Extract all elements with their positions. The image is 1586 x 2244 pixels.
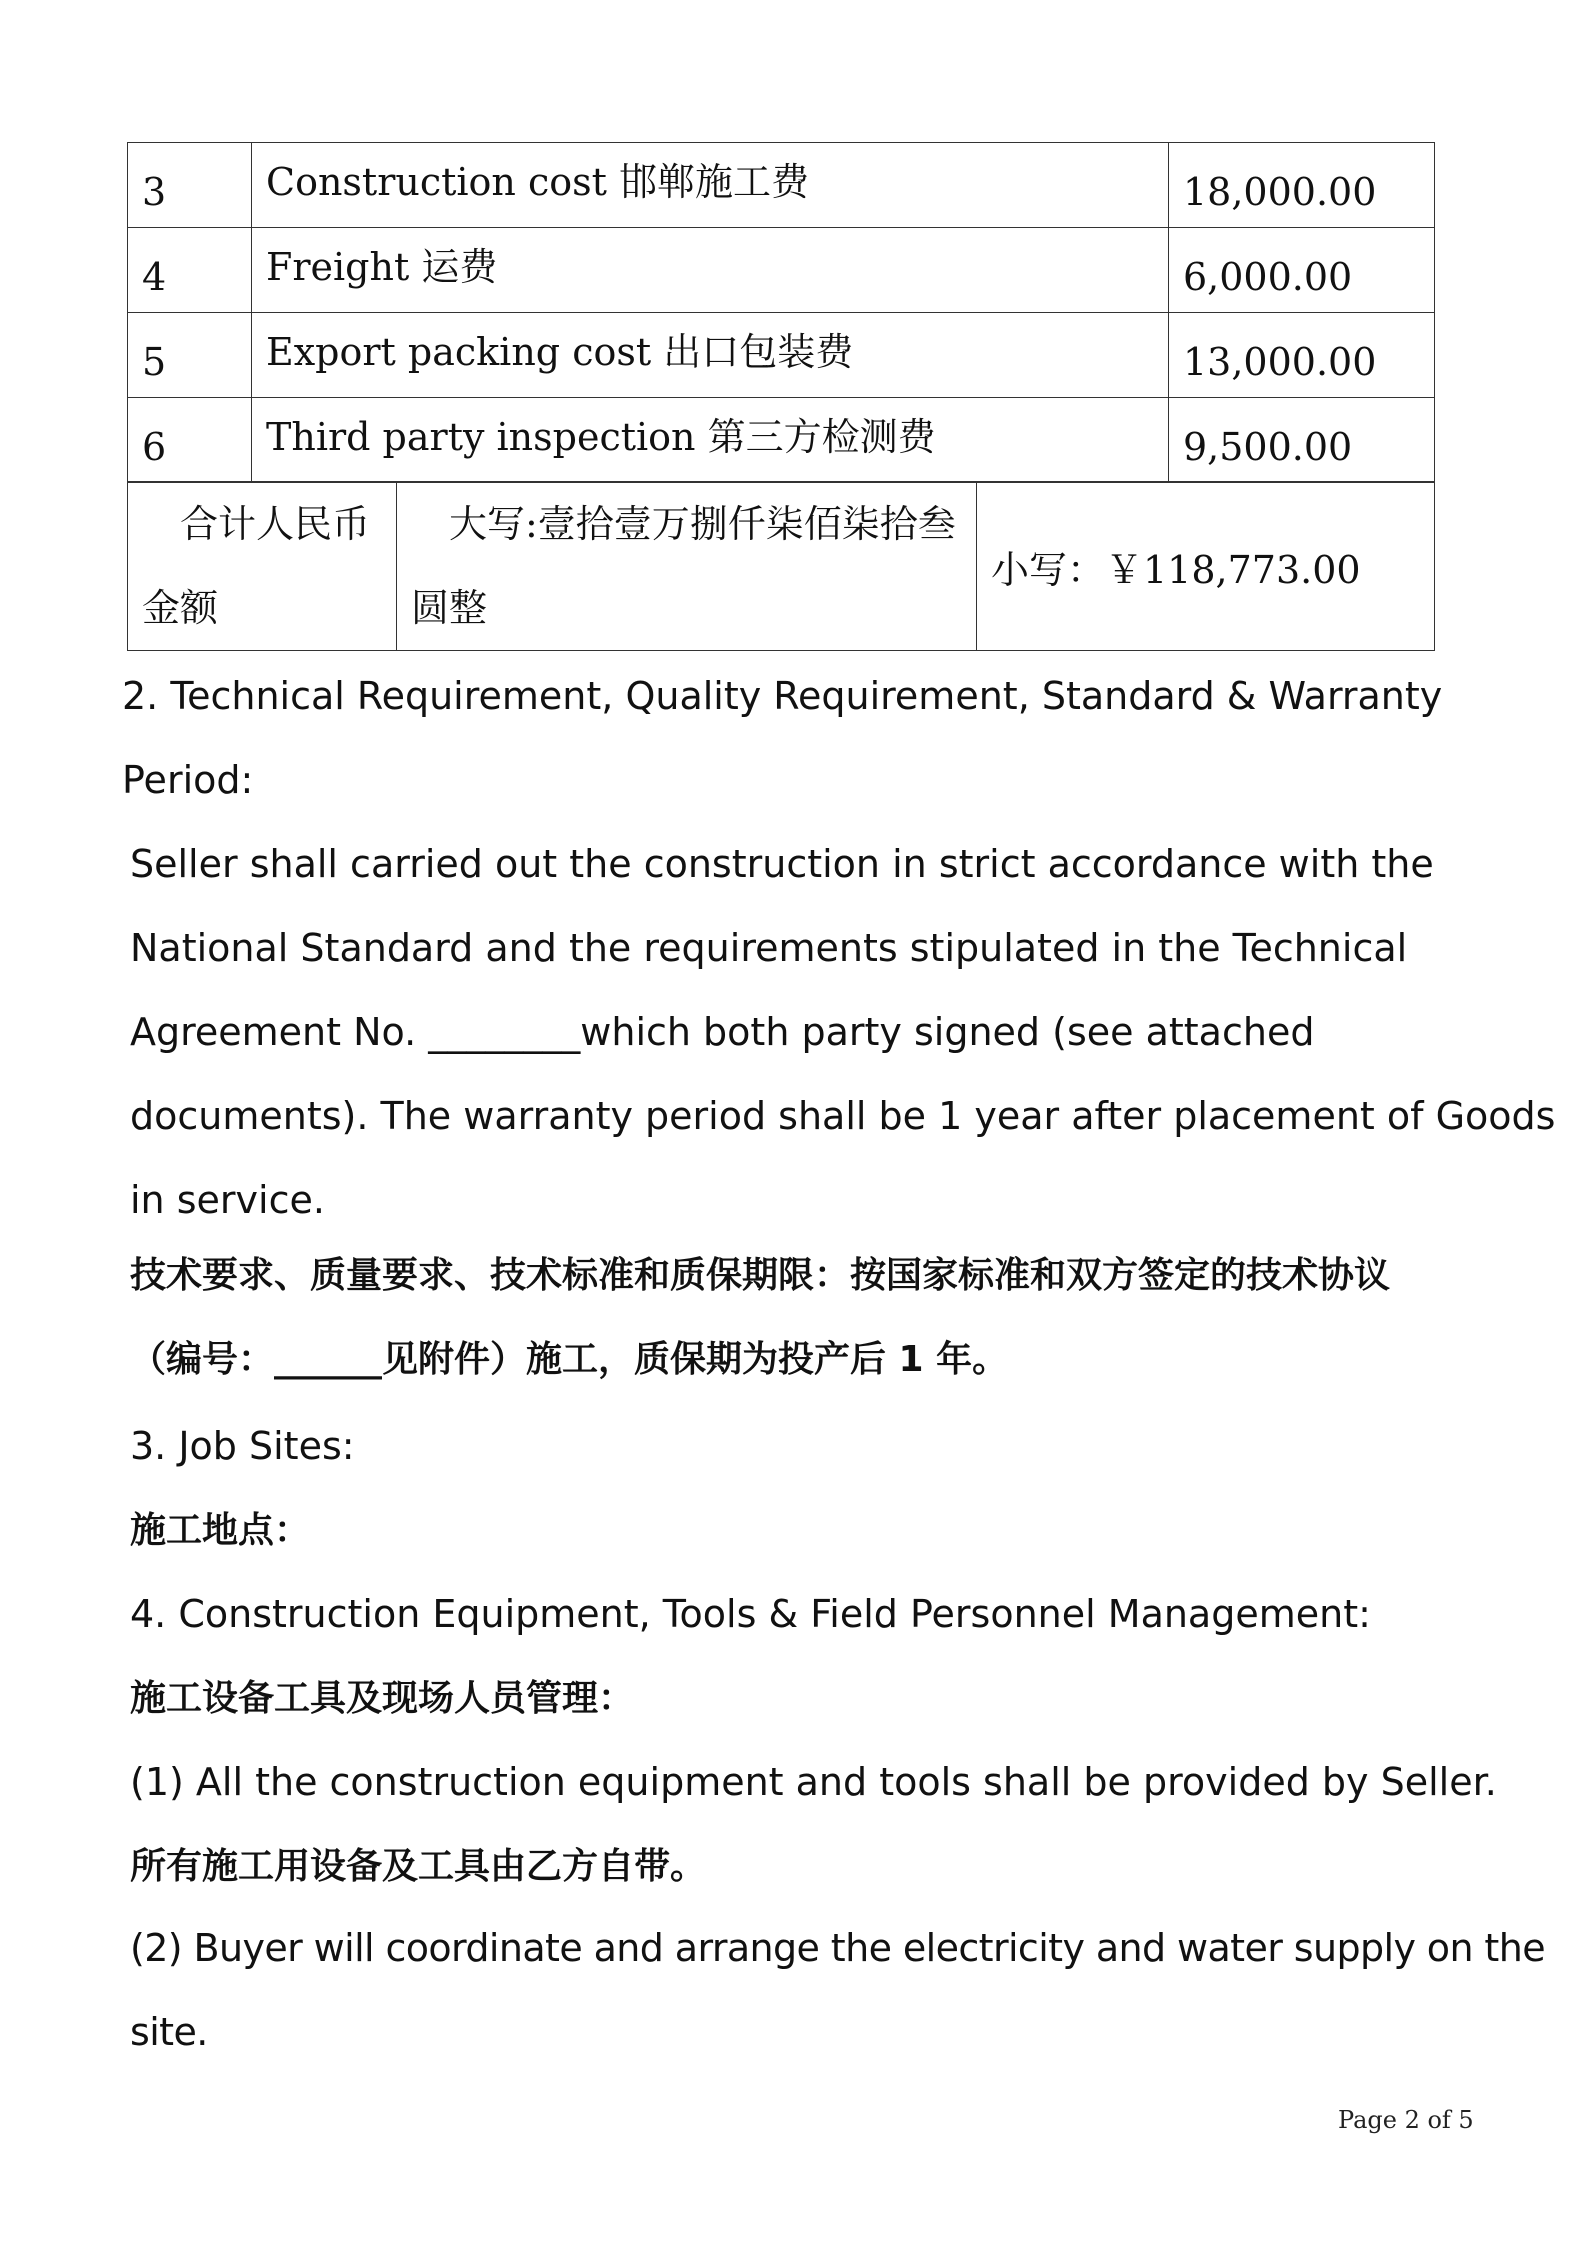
section2-cn [130, 1234, 1390, 1402]
page-number: Page 2 of 5 [1338, 2106, 1474, 2134]
total-in-words-cell [397, 482, 977, 651]
section2-body-line: in service. [130, 1178, 325, 1222]
row-number-cell: 6 [128, 398, 252, 483]
section2-body [130, 822, 1555, 1242]
section4-heading: 4. Construction Equipment, Tools & Field Personnel Management: [130, 1592, 1371, 1636]
total-row [127, 481, 1435, 651]
table-row [128, 313, 1435, 398]
section4-item1: (1) All the construction equipment and tools shall be provided by Seller. [130, 1760, 1497, 1804]
item-name-cell: Freight 运费 [252, 228, 1169, 313]
section4-item2 [130, 1906, 1545, 2074]
section2-body-line: documents). The warranty period shall be 1 year after placement of Goods [130, 1094, 1556, 1138]
table-row [128, 143, 1435, 228]
section2-cn-line1: 技术要求、质量要求、技术标准和质保期限：按国家标准和双方签定的技术协议 [130, 1255, 1391, 1296]
amount-cell: 13,000.00 [1169, 313, 1435, 398]
section4-item2-line1: (2) Buyer will coordinate and arrange the electricity and water supply on the [130, 1926, 1545, 1970]
row-number-cell: 3 [128, 143, 252, 228]
amount-cell: 9,500.00 [1169, 398, 1435, 483]
table-row [128, 228, 1435, 313]
section2-body-line: Agreement No. ________which both party signed (see attached [130, 1010, 1315, 1054]
row-number-cell: 4 [128, 228, 252, 313]
section2-heading-line1: 2. Technical Requirement, Quality Requirement, Standard & Warranty [122, 674, 1443, 718]
total-label-cell [128, 482, 397, 651]
total-in-figures: 小写：￥118,773.00 [977, 482, 1435, 651]
section2-cn-line2: （编号：______见附件）施工，质保期为投产后 1 年。 [130, 1339, 1009, 1380]
section2-body-line: Seller shall carried out the construction in strict accordance with the [130, 842, 1434, 886]
row-number-cell: 5 [128, 313, 252, 398]
amount-cell: 18,000.00 [1169, 143, 1435, 228]
section2-heading [122, 654, 1442, 822]
total-label-line1: 合计人民币 [180, 502, 371, 546]
section3-heading: 3. Job Sites: [130, 1424, 355, 1468]
total-in-words-line2: 圆整 [411, 586, 488, 630]
section4-cn: 施工设备工具及现场人员管理： [130, 1678, 635, 1719]
amount-cell: 6,000.00 [1169, 228, 1435, 313]
price-table [127, 142, 1435, 483]
section4-item2-line2: site. [130, 2010, 208, 2054]
item-name-cell: Construction cost 邯郸施工费 [252, 143, 1169, 228]
section2-heading-line2: Period: [122, 758, 254, 802]
item-name-cell: Export packing cost 出口包装费 [252, 313, 1169, 398]
table-row [128, 398, 1435, 483]
section4-item1-cn: 所有施工用设备及工具由乙方自带。 [130, 1846, 707, 1887]
section2-body-line: National Standard and the requirements stipulated in the Technical [130, 926, 1408, 970]
total-in-words-line1: 大写:壹拾壹万捌仟柒佰柒拾叁 [449, 502, 956, 546]
item-name-cell: Third party inspection 第三方检测费 [252, 398, 1169, 483]
section3-cn: 施工地点： [130, 1510, 311, 1551]
total-label-line2: 金额 [142, 586, 219, 630]
